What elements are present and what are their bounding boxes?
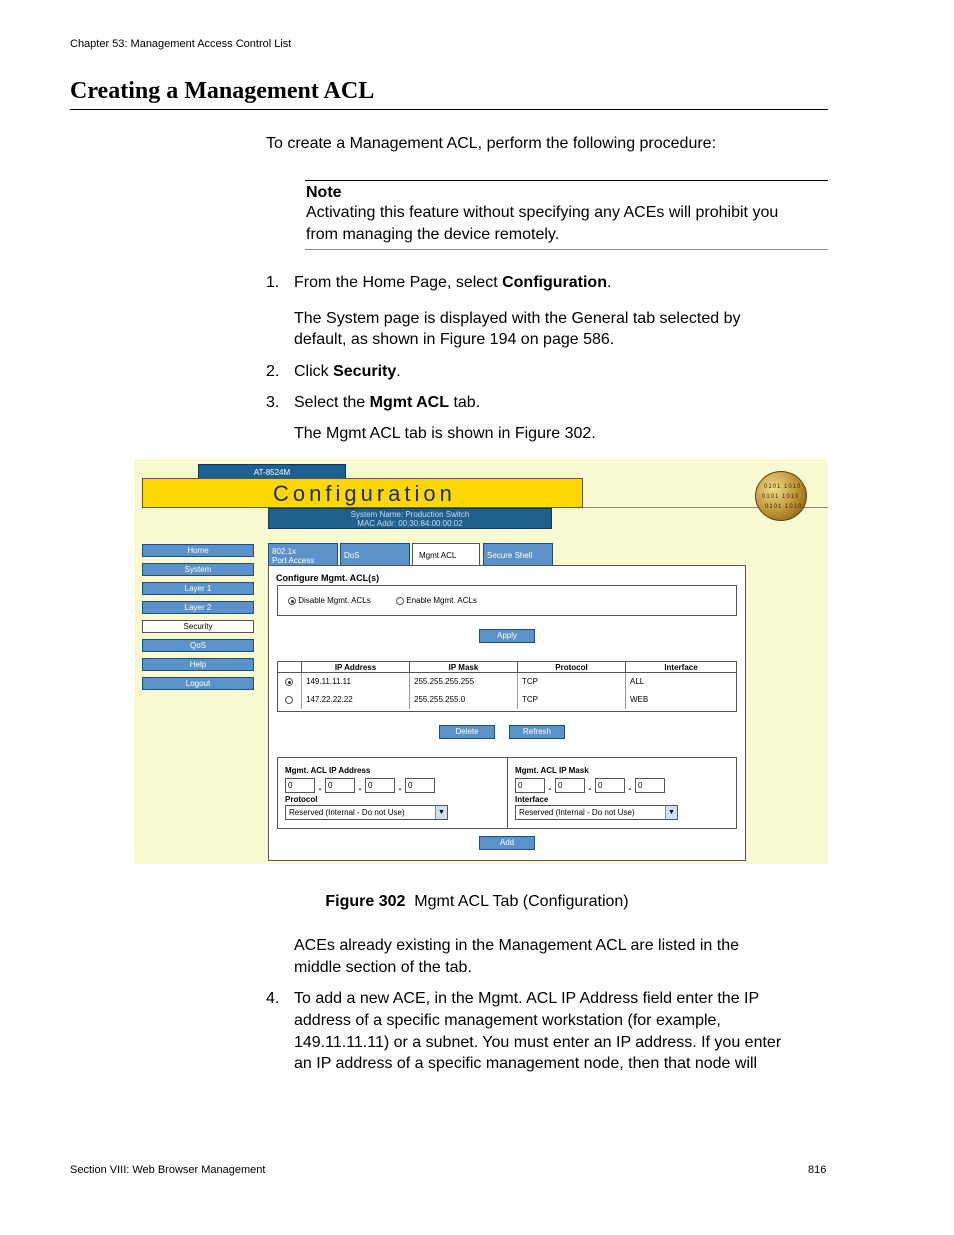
octet-dot: . [358, 782, 362, 793]
disable-option[interactable] [288, 596, 371, 605]
note-label: Note [306, 184, 342, 201]
protocol-cell: TCP [518, 673, 626, 691]
step-4-line-2: address of a specific management workstation (for example, [294, 1012, 721, 1029]
ip-octet-3-input[interactable]: 0 [365, 778, 395, 793]
ip-octet-1-input[interactable]: 0 [285, 778, 315, 793]
figure-caption [0, 893, 954, 911]
after-para-line-2: middle section of the tab. [294, 959, 472, 976]
tab-secure-shell[interactable]: Secure Shell [483, 543, 553, 566]
step-3-desc: The Mgmt ACL tab is shown in Figure 302. [294, 425, 596, 442]
protocol-label: Protocol [285, 795, 318, 804]
title-rule [70, 109, 828, 110]
interface-select-value: Reserved (Internal - Do not Use) [519, 808, 635, 817]
acl-mode-box [277, 585, 737, 616]
note-top-rule [305, 180, 828, 181]
step-bold: Configuration [502, 274, 607, 291]
mask-octet-3-input[interactable]: 0 [595, 778, 625, 793]
step-text: From the Home Page, select [294, 274, 503, 291]
step-text-end: . [606, 274, 612, 291]
step-text: Select the [294, 394, 370, 411]
protocol-select[interactable] [285, 805, 448, 820]
column-header: IP Address [302, 662, 410, 673]
apply-button[interactable]: Apply [479, 629, 535, 643]
nav-qos-button[interactable]: QoS [142, 639, 254, 652]
add-ace-divider [507, 758, 508, 828]
step-text-end: . [396, 363, 401, 380]
step-1-text [294, 272, 611, 294]
ip-address-label: Mgmt. ACL IP Address [285, 766, 371, 775]
step-number: 1. [266, 274, 280, 291]
note-line-2: from managing the device remotely. [306, 226, 560, 243]
interface-cell: WEB [630, 695, 649, 704]
step-text: Click [294, 363, 334, 380]
step-bold: Security [333, 363, 397, 380]
column-header: Interface [626, 662, 737, 673]
octet-dot: . [318, 782, 322, 793]
tab-dos[interactable]: DoS [340, 543, 410, 566]
step-4-line-3: 149.11.11.11) or a subnet. You must enter an IP address. If you enter [294, 1034, 782, 1051]
step-1 [266, 272, 279, 294]
system-name: System Name: Production Switch [350, 510, 470, 519]
row-select-cell [278, 673, 302, 691]
disable-label: Disable Mgmt. ACLs [298, 596, 371, 605]
mask-octet-4-input[interactable]: 0 [635, 778, 665, 793]
caption-text: Mgmt ACL Tab (Configuration) [405, 893, 629, 910]
mask-octet-2-input[interactable]: 0 [555, 778, 585, 793]
refresh-button[interactable]: Refresh [509, 725, 565, 739]
select-column-header [278, 662, 302, 673]
step-1-desc-2: default, as shown in Figure 194 on page 586. [294, 331, 615, 348]
intro-text: To create a Management ACL, perform the following procedure: [266, 135, 717, 152]
ip-octet-4-input[interactable]: 0 [405, 778, 435, 793]
tab-port-access[interactable] [268, 543, 338, 566]
system-info-bar [268, 508, 552, 529]
caption-label: Figure 302 [325, 893, 406, 910]
interface-label: Interface [515, 795, 549, 804]
ip-octet-2-input[interactable]: 0 [325, 778, 355, 793]
ip-mask-label: Mgmt. ACL IP Mask [515, 766, 589, 775]
step-text-end: tab. [449, 394, 481, 411]
step-3-text [294, 392, 480, 414]
nav-logout-button[interactable]: Logout [142, 677, 254, 690]
globe-digits: 0101 1010 [765, 504, 803, 510]
step-2-text [294, 361, 401, 383]
ip-address-field [285, 777, 435, 795]
interface-select[interactable] [515, 805, 678, 820]
enable-option[interactable] [396, 596, 477, 605]
mgmt-acl-panel [268, 565, 746, 861]
footer-section: Section VIII: Web Browser Management [70, 1164, 266, 1176]
table-row[interactable] [278, 691, 737, 709]
tab-label: Port Access [272, 556, 315, 565]
nav-system-button[interactable]: System [142, 563, 254, 576]
mac-address: MAC Addr: 00:30:84:00:00:02 [357, 519, 463, 528]
disable-radio[interactable] [288, 597, 296, 605]
octet-dot: . [398, 782, 402, 793]
add-ace-box [277, 757, 737, 829]
row-select-cell [278, 691, 302, 709]
interface-cell: ALL [630, 677, 645, 687]
page-title: Creating a Management ACL [70, 78, 375, 104]
nav-layer2-button[interactable]: Layer 2 [142, 601, 254, 614]
enable-label: Enable Mgmt. ACLs [406, 596, 477, 605]
octet-dot: . [628, 782, 632, 793]
nav-home-button[interactable]: Home [142, 544, 254, 557]
table-row[interactable] [278, 673, 737, 691]
step-4-line-4: an IP address of a specific management node, then that node will [294, 1055, 758, 1072]
section-title: Configure Mgmt. ACL(s) [276, 573, 380, 583]
chapter-header: Chapter 53: Management Access Control List [70, 38, 292, 50]
ip-cell: 149.11.11.11 [302, 673, 410, 691]
globe-digits: 0101 1010 [762, 494, 800, 500]
nav-security-button[interactable]: Security [142, 620, 254, 633]
protocol-cell: TCP [518, 691, 626, 709]
step-4-line-1: To add a new ACE, in the Mgmt. ACL IP Address field enter the IP [294, 990, 760, 1007]
mask-cell: 255.255.255.0 [410, 691, 518, 709]
tab-label: 802.1x [272, 547, 297, 556]
figure-screenshot [134, 459, 828, 864]
device-model-bar: AT-8524M [198, 464, 346, 479]
nav-help-button[interactable]: Help [142, 658, 254, 671]
mask-cell: 255.255.255.255 [410, 673, 518, 691]
acl-table [277, 661, 737, 709]
globe-logo-icon [755, 471, 807, 521]
banner-text: Configuration [273, 481, 456, 506]
row-radio[interactable] [285, 678, 293, 686]
chevron-down-icon: ▼ [435, 806, 447, 819]
ip-mask-field [515, 777, 665, 795]
step-3-number: 3. [266, 394, 280, 411]
step-4-number: 4. [266, 990, 280, 1007]
column-header: Protocol [518, 662, 626, 673]
note-line-1: Activating this feature without specifying any ACEs will prohibit you [306, 204, 779, 221]
octet-dot: . [588, 782, 592, 793]
after-para-line-1: ACEs already existing in the Management ACL are listed in the [294, 937, 739, 954]
globe-digits: 0101 1010 [764, 484, 802, 490]
protocol-select-value: Reserved (Internal - Do not Use) [289, 808, 405, 817]
column-header: IP Mask [410, 662, 518, 673]
step-2-number: 2. [266, 363, 280, 380]
table-header-row [278, 662, 737, 673]
tab-mgmt-acl[interactable]: Mgmt ACL [412, 543, 480, 567]
step-bold: Mgmt ACL [369, 394, 449, 411]
step-1-desc-1: The System page is displayed with the General tab selected by [294, 310, 741, 327]
nav-layer1-button[interactable]: Layer 1 [142, 582, 254, 595]
enable-radio[interactable] [396, 597, 404, 605]
note-bottom-rule [305, 249, 828, 250]
ip-cell: 147.22.22.22 [302, 691, 410, 709]
row-radio[interactable] [285, 696, 293, 704]
delete-button[interactable]: Delete [439, 725, 495, 739]
mask-octet-1-input[interactable]: 0 [515, 778, 545, 793]
page-number: 816 [808, 1164, 827, 1176]
octet-dot: . [548, 782, 552, 793]
add-button[interactable]: Add [479, 836, 535, 850]
chevron-down-icon: ▼ [665, 806, 677, 819]
configuration-banner [142, 478, 583, 508]
